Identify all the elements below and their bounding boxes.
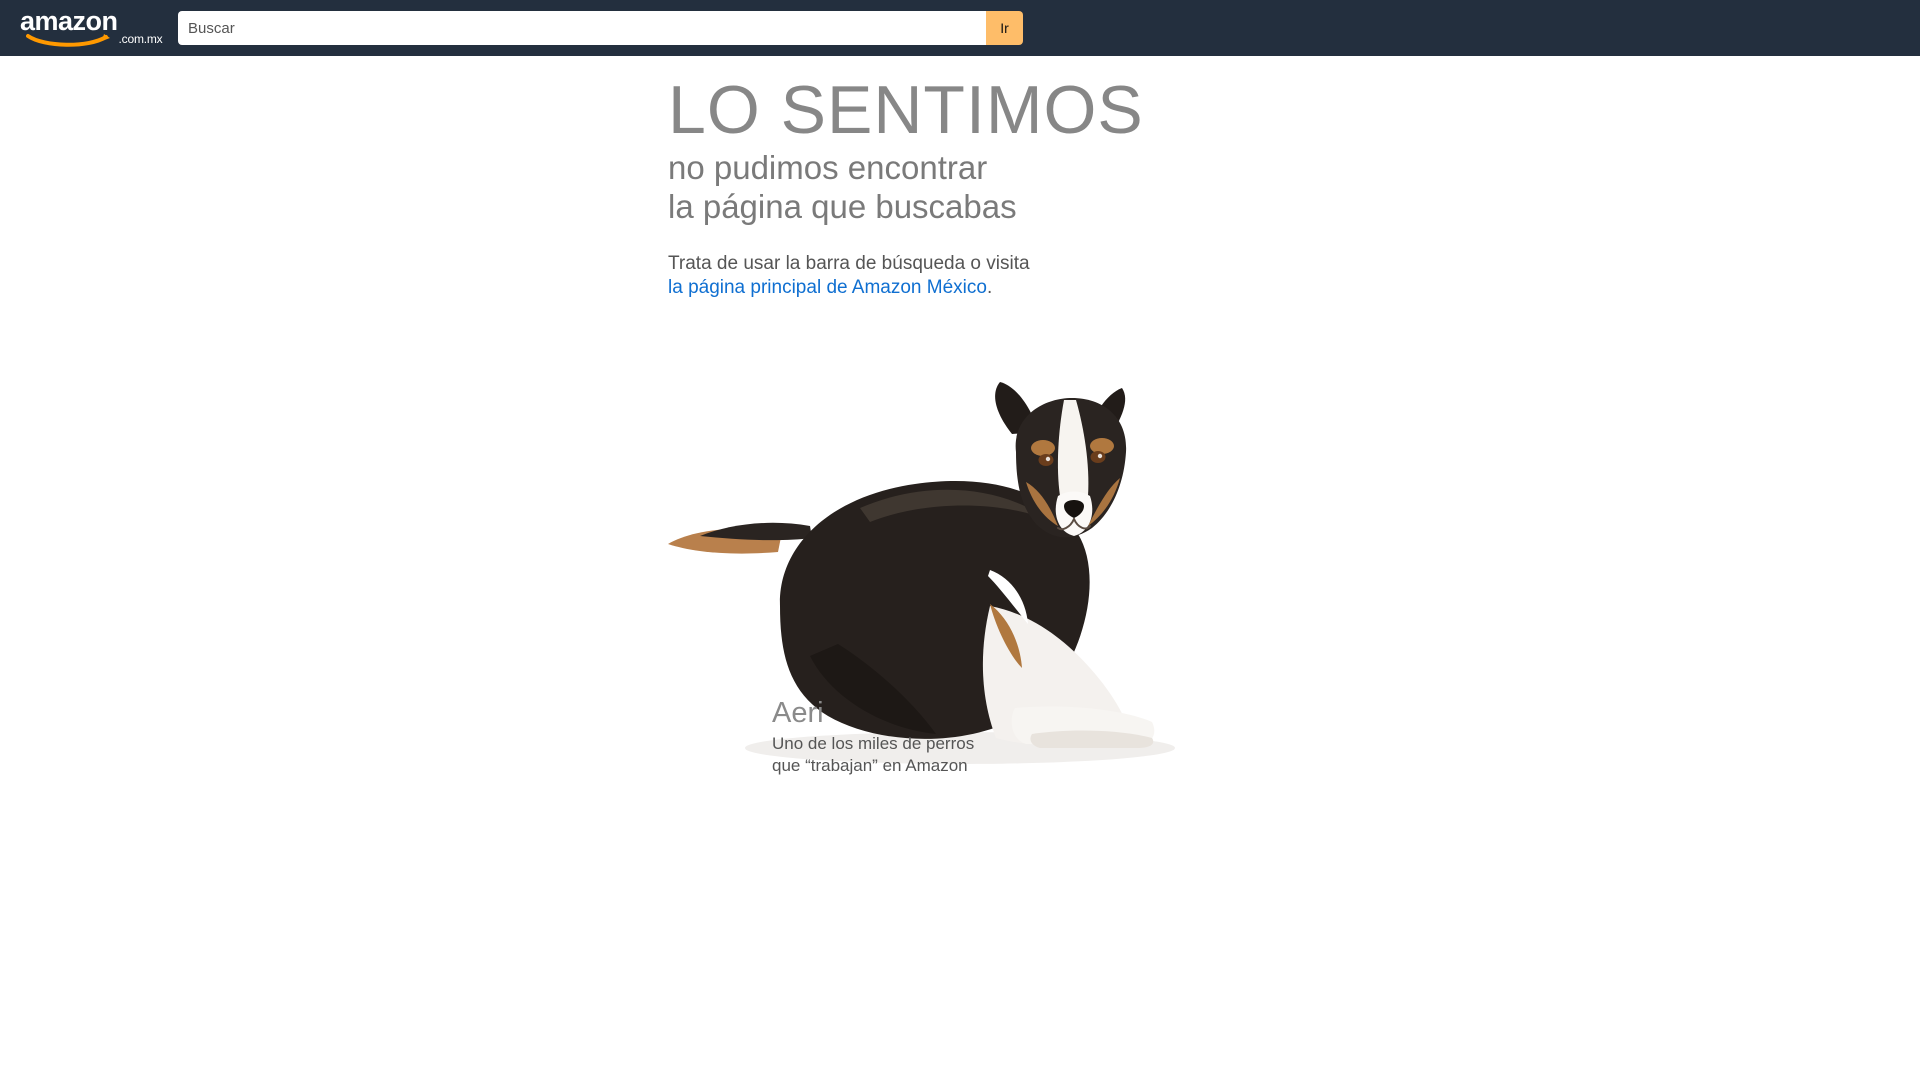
site-header [0, 0, 1920, 56]
subtitle-line-1: no pudimos encontrar [668, 149, 988, 186]
page-title: LO SENTIMOS [668, 72, 1144, 148]
logo-domain-suffix: .com.mx [118, 32, 163, 46]
error-page-content [0, 56, 1920, 1080]
homepage-link[interactable]: la página principal de Amazon México [668, 277, 987, 298]
amazon-logo[interactable] [20, 6, 163, 48]
help-text [668, 252, 1388, 300]
dog-description-line-2: que “trabajan” en Amazon [772, 756, 968, 775]
help-text-prefix: Trata de usar la barra de búsqueda o visita [668, 253, 1030, 274]
dog-description-line-1: Uno de los miles de perros [772, 734, 975, 753]
logo-wordmark: amazon [20, 6, 118, 36]
search-input[interactable] [178, 11, 986, 45]
logo-smile-icon [26, 31, 112, 47]
subtitle-line-2: la página que buscabas [668, 188, 1017, 225]
help-text-period: . [986, 277, 993, 298]
search-submit-button[interactable]: Ir [986, 11, 1023, 45]
dog-caption [772, 696, 1112, 777]
dog-name: Aeri [772, 697, 824, 729]
error-message-block [668, 74, 1388, 319]
search-bar[interactable] [178, 11, 1023, 45]
